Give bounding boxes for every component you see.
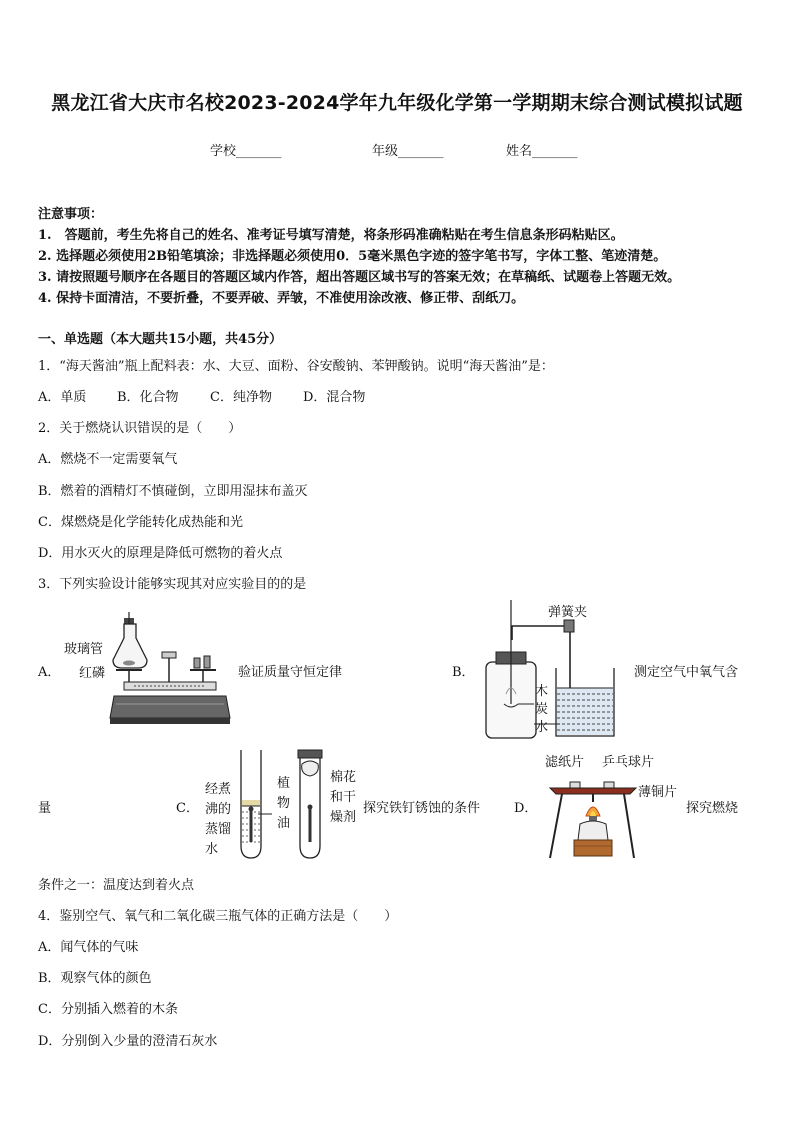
q1-stem: 1．“海天酱油”瓶上配料表：水、大豆、面粉、谷安酸钠、苯钾酸钠。说明“海天酱油”是： — [38, 359, 554, 374]
label-glass-tube: 玻璃管 — [64, 642, 104, 657]
label-spring-clip: 弹簧夹 — [548, 605, 588, 620]
q3-d-letter: D． — [514, 801, 538, 816]
q3-a-letter: A． — [38, 665, 61, 680]
label-filter-paper: 滤纸片 — [545, 755, 585, 770]
q3-d-goal-cont: 条件之一：温度达到着火点 — [38, 878, 195, 893]
q4-option-d: D．分别倒入少量的澄清石灰水 — [38, 1034, 218, 1049]
label-red-phosphorus: 红磷 — [79, 666, 106, 681]
q4-option-c: C．分别插入燃着的木条 — [38, 1002, 178, 1017]
q2-option-d: D．用水灭火的原理是降低可燃物的着火点 — [38, 546, 283, 561]
label-charcoal-2: 炭 — [535, 702, 549, 717]
q2-option-b: B．燃着的酒精灯不慎碰倒，立即用湿抹布盖灭 — [38, 484, 308, 499]
q4-option-b: B．观察气体的颜色 — [38, 971, 152, 986]
q3-c-goal: 探究铁钉锈蚀的条件 — [363, 801, 481, 816]
label-cotton-desiccant-3: 燥剂 — [330, 810, 357, 825]
page-title: 黑龙江省大庆市名校2023-2024学年九年级化学第一学期期末综合测试模拟试题 — [51, 92, 743, 114]
q4-option-a: A．闻气体的气味 — [38, 940, 139, 955]
label-water: 水 — [535, 720, 549, 735]
label-pingpong-piece: 乒乓球片 — [602, 755, 655, 770]
combustion-apparatus-diagram — [548, 770, 638, 862]
label-boiled-water-3: 蒸馏 — [205, 822, 232, 837]
label-plant-oil-3: 油 — [277, 816, 291, 831]
notice-item-1: 1. 答题前，考生先将自己的姓名、准考证号填写清楚，将条形码准确粘贴在考生信息条形码粘贴区。 — [38, 228, 624, 243]
name-field: 姓名_______ — [506, 144, 578, 159]
q3-b-letter: B． — [452, 665, 475, 680]
notice-heading: 注意事项： — [38, 207, 104, 222]
q1-option-c: C．纯净物 — [210, 390, 272, 405]
balance-apparatus-diagram — [110, 612, 230, 730]
q2-option-a: A．燃烧不一定需要氧气 — [38, 452, 178, 467]
label-boiled-water-4: 水 — [205, 842, 219, 857]
label-copper-plate: 薄铜片 — [638, 785, 678, 800]
label-charcoal-1: 木 — [535, 684, 549, 699]
q3-c-letter: C． — [176, 801, 199, 816]
label-boiled-water-1: 经煮 — [205, 782, 232, 797]
notice-item-4: 4. 保持卡面清洁，不要折叠，不要弄破、弄皱，不准使用涂改液、修正带、刮纸刀。 — [38, 291, 525, 306]
q1-option-d: D．混合物 — [303, 390, 366, 405]
q2-stem: 2．关于燃烧认识错误的是（ ） — [38, 421, 242, 436]
notice-item-2: 2. 选择题必须使用2B铅笔填涂；非选择题必须使用0．5毫米黑色字迹的签字笔书写，字体工整、笔迹清楚。 — [38, 249, 667, 264]
q1-option-b: B．化合物 — [117, 390, 179, 405]
q3-stem: 3．下列实验设计能够实现其对应实验目的的是 — [38, 577, 307, 592]
q2-option-c: C．煤燃烧是化学能转化成热能和光 — [38, 515, 243, 530]
q3-b-goal: 测定空气中氧气含 — [634, 665, 739, 680]
q3-b-goal-cont: 量 — [38, 801, 52, 816]
school-field: 学校_______ — [210, 144, 282, 159]
grade-field: 年级_______ — [372, 144, 444, 159]
q4-stem: 4．鉴别空气、氧气和二氧化碳三瓶气体的正确方法是（ ） — [38, 909, 398, 924]
label-plant-oil-1: 植 — [277, 776, 291, 791]
q3-d-goal: 探究燃烧 — [686, 801, 739, 816]
notice-item-3: 3. 请按照题号顺序在各题目的答题区域内作答，超出答题区域书写的答案无效；在草稿纸、试题卷上答题无效。 — [38, 270, 681, 285]
label-cotton-desiccant-1: 棉花 — [330, 770, 357, 785]
label-boiled-water-2: 沸的 — [205, 802, 232, 817]
section-heading: 一、单选题（本大题共15小题，共45分） — [38, 332, 283, 347]
label-plant-oil-2: 物 — [277, 796, 291, 811]
q1-option-a: A．单质 — [38, 390, 87, 405]
label-cotton-desiccant-2: 和干 — [330, 790, 357, 805]
q3-a-goal: 验证质量守恒定律 — [238, 665, 343, 680]
